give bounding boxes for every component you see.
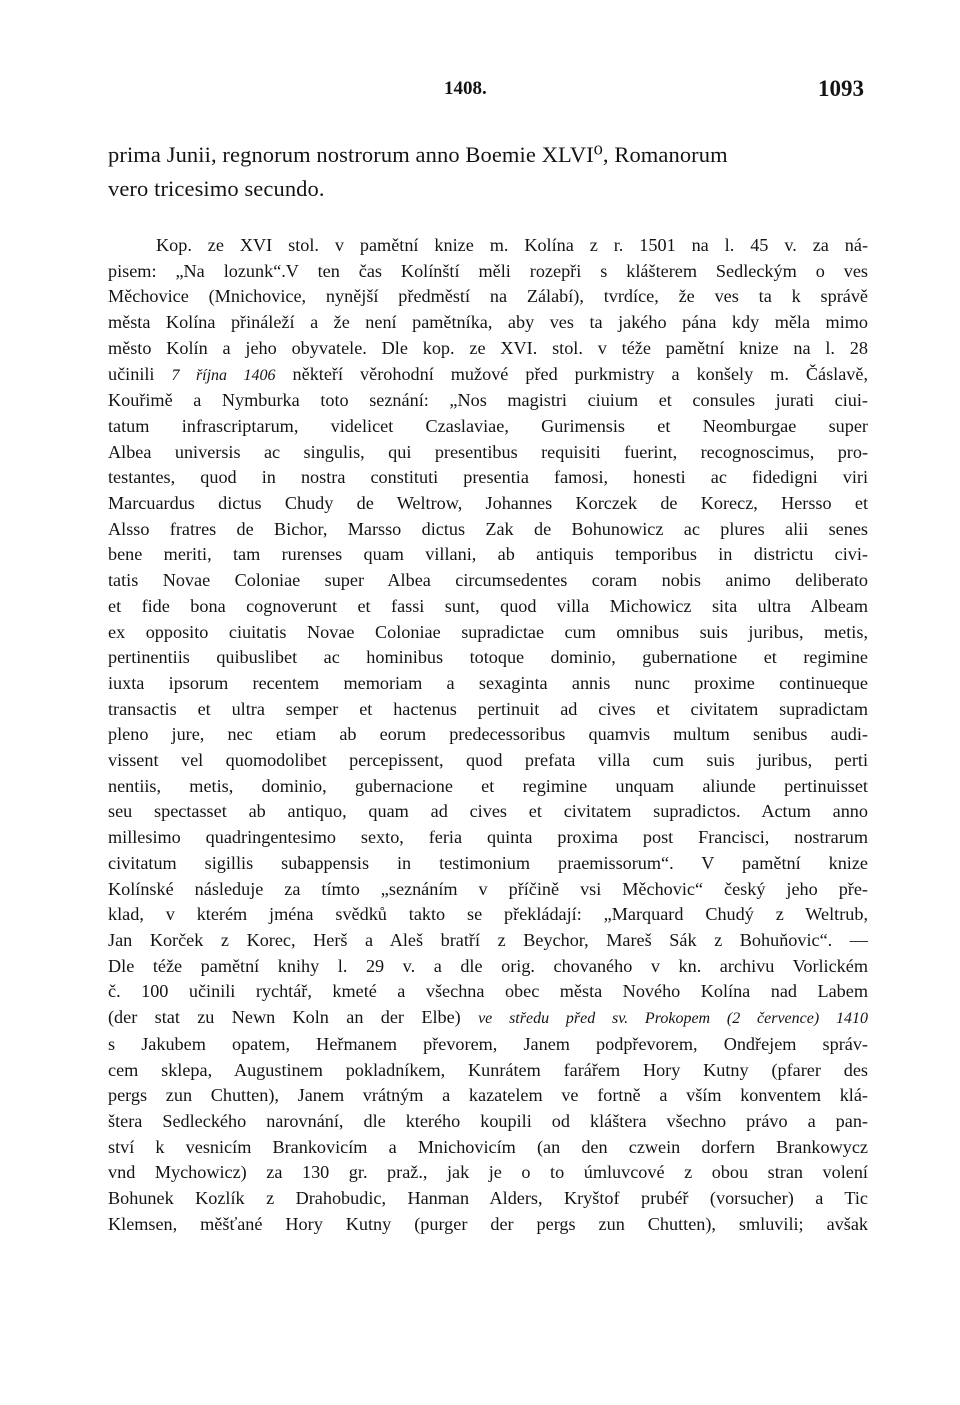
- body-line: [108, 362, 868, 389]
- page-header: [108, 78, 864, 108]
- latin-intro: [108, 138, 868, 206]
- body-line: vissent vel quomodolibet percepissent, quod prefata villa cum suis juribus, perti: [108, 750, 868, 771]
- body-line: s Jakubem opatem, Heřmanem převorem, Janem podpřevorem, Ondřejem správ-: [108, 1033, 868, 1054]
- italic-date: 7 října 1406: [171, 366, 276, 384]
- body-line: Alsso fratres de Bichor, Marsso dictus Zak de Bohunowicz ac plures alii senes: [108, 518, 868, 539]
- body-line: pergs zun Chutten), Janem vrátným a kazatelem ve fortně a vším konventem klá-: [108, 1085, 868, 1106]
- body-line: Bohunek Kozlík z Drahobudic, Hanman Alders, Kryštof prubéř (vorsucher) a Tic: [108, 1188, 868, 1209]
- body-line: pleno jure, nec etiam ab eorum predecessoribus quamvis multum senibus audi-: [108, 724, 868, 745]
- header-year: 1408.: [444, 78, 487, 99]
- body-line: transactis et ultra semper et hactenus pertinuit ad cives et civitatem supradictam: [108, 698, 868, 719]
- body-line: cem sklepa, Augustinem pokladníkem, Kunrátem farářem Hory Kutny (pfarer des: [108, 1059, 868, 1080]
- body-line: č. 100 učinili rychtář, kmeté a všechna obec města Nového Kolína nad Labem: [108, 981, 868, 1002]
- body-line: Kop. ze XVI stol. v pamětní knize m. Kolína z r. 1501 na l. 45 v. za ná-: [156, 235, 868, 255]
- body-line: klad, v kterém jména svědků takto se překládají: „Marquard Chudý z Weltrub,: [108, 904, 868, 925]
- body-line: tatum infrascriptarum, videlicet Czaslaviae, Gurimensis et Neomburgae super: [108, 415, 868, 436]
- body-line: Klemsen, měšťané Hory Kutny (purger der pergs zun Chutten), smluvili; avšak: [108, 1213, 868, 1234]
- body-line: pertinentiis quibuslibet ac hominibus totoque dominio, gubernatione et regimine: [108, 647, 868, 668]
- body-line: Jan Korček z Korec, Herš a Aleš bratří z Beychor, Mareš Sák z Bohuňovic“. —: [108, 929, 868, 950]
- body-line: pisem: „Na lozunk“.V ten čas Kolínští měli rozepři s klášterem Sedleckým o ves: [108, 260, 868, 281]
- body-line: Marcuardus dictus Chudy de Weltrow, Johannes Korczek de Korecz, Hersso et: [108, 493, 868, 514]
- body-line: tatis Novae Coloniae super Albea circumsedentes coram nobis animo deliberato: [108, 570, 868, 591]
- body-line: iuxta ipsorum recentem memoriam a sexaginta annis nunc proxime continueque: [108, 672, 868, 693]
- latin-intro-line: vero tricesimo secundo.: [108, 176, 325, 201]
- body-line: [108, 1005, 868, 1032]
- body-line: štera Sedleckého narovnání, dle kterého koupili od kláštera všechno právo a pan-: [108, 1110, 868, 1131]
- body-line: města Kolína přináleží a že není pamětníka, aby ves ta jakého pána kdy měla mimo: [108, 312, 868, 333]
- body-line: Dle téže pamětní knihy l. 29 v. a dle orig. chovaného v kn. archivu Vorlickém: [108, 955, 868, 976]
- body-line: testantes, quod in nostra constituti presentia famosi, honesti ac fidedigni viri: [108, 467, 868, 488]
- body-line-pre: (der stat zu Newn Koln an der Elbe): [108, 1007, 479, 1028]
- body-line: nentiis, metis, dominio, gubernacione et regimine unquam aliunde pertinuisset: [108, 775, 868, 796]
- body-line-post: někteří věrohodní mužové před purkmistry a konšely m. Čáslavě,: [275, 363, 868, 384]
- page-number: 1093: [818, 76, 864, 101]
- body-line: Kouřimě a Nymburka toto seznání: „Nos magistri ciuium et consules jurati ciui-: [108, 390, 868, 411]
- body-line: Albea universis ac singulis, qui presentibus requisiti fuerint, recognoscimus, pro-: [108, 441, 868, 462]
- body-line: seu spectasset ab antiquo, quam ad cives et civitatem supradictos. Actum anno: [108, 801, 868, 822]
- body-line: Kolínské následuje za tímto „seznáním v příčině vsi Měchovic“ český jeho pře-: [108, 878, 868, 899]
- italic-date: ve středu před sv. Prokopem (2 července) 1410: [478, 1010, 868, 1028]
- body-line: civitatum sigillis subappensis in testimonium praemissorum“. V pamětní knize: [108, 852, 868, 873]
- body-line-pre: učinili: [108, 363, 172, 384]
- body-line: bene meriti, tam rurenses quam villani, ab antiquis temporibus in districtu civi-: [108, 544, 868, 565]
- latin-intro-line: prima Junii, regnorum nostrorum anno Boemie XLVI⁰, Romanorum: [108, 142, 728, 167]
- body-line: město Kolín a jeho obyvatele. Dle kop. ze XVI. stol. v téže pamětní knize na l. 28: [108, 337, 868, 358]
- body-line: millesimo quadringentesimo sexto, feria quinta proxima post Francisci, nostrarum: [108, 827, 868, 848]
- body-line: Měchovice (Mnichovice, nynější předměstí na Zálabí), tvrdíce, že ves ta k správě: [108, 286, 868, 307]
- body-line: ex opposito ciuitatis Novae Coloniae supradictae cum omnibus suis juribus, metis,: [108, 621, 868, 642]
- body-line: ství k vesnicím Brankovicím a Mnichovicím (an den czwein dorfern Brankowycz: [108, 1136, 868, 1157]
- body-text: [108, 233, 868, 1237]
- body-line: et fide bona cognoverunt et fassi sunt, quod villa Michowicz sita ultra Albeam: [108, 595, 868, 616]
- body-line: vnd Mychowicz) za 130 gr. praž., jak je o to úmluvcové z obou stran volení: [108, 1162, 868, 1183]
